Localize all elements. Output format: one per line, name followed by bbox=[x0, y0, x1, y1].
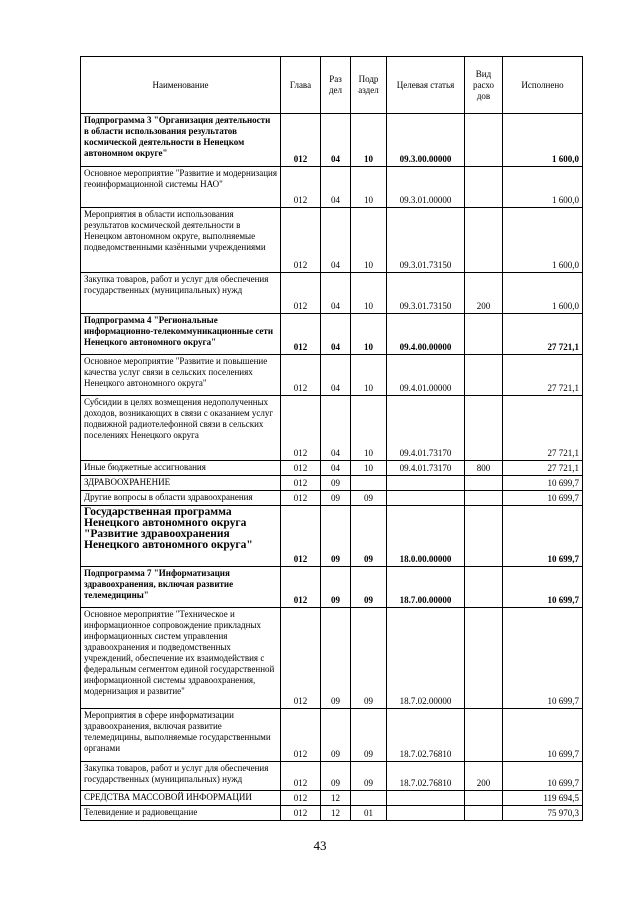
cell-subsection: 10 bbox=[351, 396, 387, 461]
cell-chapter: 012 bbox=[281, 762, 321, 791]
cell-chapter: 012 bbox=[281, 461, 321, 476]
cell-subsection: 10 bbox=[351, 114, 387, 167]
cell-executed: 27 721,1 bbox=[503, 314, 583, 355]
cell-section: 09 bbox=[321, 608, 351, 709]
cell-type bbox=[465, 114, 503, 167]
cell-name: Основное мероприятие "Развитие и повышение качества услуг связи в сельских поселениях Ненецкого автономного округа" bbox=[81, 355, 281, 396]
cell-target: 09.4.01.73170 bbox=[387, 461, 465, 476]
cell-target: 09.3.01.00000 bbox=[387, 167, 465, 208]
cell-chapter: 012 bbox=[281, 396, 321, 461]
table-row bbox=[81, 491, 583, 506]
cell-chapter: 012 bbox=[281, 273, 321, 314]
cell-executed: 10 699,7 bbox=[503, 608, 583, 709]
cell-chapter: 012 bbox=[281, 567, 321, 608]
cell-section: 04 bbox=[321, 208, 351, 273]
header-name: Наименование bbox=[81, 57, 281, 114]
table-row bbox=[81, 314, 583, 355]
cell-executed: 27 721,1 bbox=[503, 396, 583, 461]
cell-chapter: 012 bbox=[281, 208, 321, 273]
cell-section: 04 bbox=[321, 273, 351, 314]
cell-name: СРЕДСТВА МАССОВОЙ ИНФОРМАЦИИ bbox=[81, 791, 281, 806]
table-header-row bbox=[81, 57, 583, 114]
cell-name: Закупка товаров, работ и услуг для обеспечения государственных (муниципальных) нужд bbox=[81, 273, 281, 314]
cell-section: 04 bbox=[321, 114, 351, 167]
cell-name: Другие вопросы в области здравоохранения bbox=[81, 491, 281, 506]
cell-target: 18.7.02.00000 bbox=[387, 608, 465, 709]
cell-section: 09 bbox=[321, 476, 351, 491]
cell-target bbox=[387, 806, 465, 821]
page-number: 43 bbox=[313, 838, 327, 853]
cell-target: 09.3.00.00000 bbox=[387, 114, 465, 167]
cell-target: 18.0.00.00000 bbox=[387, 506, 465, 567]
table-row bbox=[81, 506, 583, 567]
cell-subsection: 10 bbox=[351, 273, 387, 314]
cell-type bbox=[465, 491, 503, 506]
cell-name: Закупка товаров, работ и услуг для обеспечения государственных (муниципальных) нужд bbox=[81, 762, 281, 791]
cell-target: 09.4.01.73170 bbox=[387, 396, 465, 461]
cell-subsection bbox=[351, 476, 387, 491]
table-row bbox=[81, 791, 583, 806]
cell-chapter: 012 bbox=[281, 791, 321, 806]
cell-subsection: 10 bbox=[351, 314, 387, 355]
cell-executed: 27 721,1 bbox=[503, 355, 583, 396]
cell-type bbox=[465, 791, 503, 806]
cell-subsection: 09 bbox=[351, 491, 387, 506]
table-row bbox=[81, 167, 583, 208]
cell-section: 09 bbox=[321, 506, 351, 567]
cell-chapter: 012 bbox=[281, 355, 321, 396]
table-row bbox=[81, 396, 583, 461]
table-row bbox=[81, 476, 583, 491]
cell-chapter: 012 bbox=[281, 114, 321, 167]
table-row bbox=[81, 709, 583, 762]
cell-type: 800 bbox=[465, 461, 503, 476]
cell-executed: 1 600,0 bbox=[503, 167, 583, 208]
cell-target: 09.4.01.00000 bbox=[387, 355, 465, 396]
cell-target: 09.4.00.00000 bbox=[387, 314, 465, 355]
table-body bbox=[81, 114, 583, 821]
cell-type bbox=[465, 806, 503, 821]
cell-chapter: 012 bbox=[281, 476, 321, 491]
table-row bbox=[81, 461, 583, 476]
cell-executed: 10 699,7 bbox=[503, 491, 583, 506]
cell-type bbox=[465, 355, 503, 396]
cell-target bbox=[387, 791, 465, 806]
table-row bbox=[81, 355, 583, 396]
cell-type bbox=[465, 396, 503, 461]
cell-target bbox=[387, 491, 465, 506]
cell-section: 12 bbox=[321, 806, 351, 821]
cell-type bbox=[465, 709, 503, 762]
table-row bbox=[81, 114, 583, 167]
cell-type: 200 bbox=[465, 273, 503, 314]
cell-section: 09 bbox=[321, 491, 351, 506]
table-row bbox=[81, 567, 583, 608]
cell-target bbox=[387, 476, 465, 491]
cell-subsection: 10 bbox=[351, 355, 387, 396]
cell-section: 09 bbox=[321, 762, 351, 791]
cell-name: Мероприятия в области использования результатов космической деятельности в Ненецком автономном округе, выполняемые подведомственными казёнными учреждениями bbox=[81, 208, 281, 273]
cell-type bbox=[465, 506, 503, 567]
cell-section: 04 bbox=[321, 167, 351, 208]
cell-subsection: 09 bbox=[351, 709, 387, 762]
table-row bbox=[81, 608, 583, 709]
header-executed: Исполнено bbox=[503, 57, 583, 114]
cell-target: 18.7.02.76810 bbox=[387, 709, 465, 762]
cell-type bbox=[465, 608, 503, 709]
cell-target: 18.7.02.76810 bbox=[387, 762, 465, 791]
cell-name: Подпрограмма 3 "Организация деятельности в области использования результатов космической деятельности в Ненецком автономном округе" bbox=[81, 114, 281, 167]
cell-target: 09.3.01.73150 bbox=[387, 273, 465, 314]
cell-target: 09.3.01.73150 bbox=[387, 208, 465, 273]
cell-subsection: 09 bbox=[351, 567, 387, 608]
table-row bbox=[81, 806, 583, 821]
cell-section: 04 bbox=[321, 396, 351, 461]
cell-name: ЗДРАВООХРАНЕНИЕ bbox=[81, 476, 281, 491]
header-expense-type: Вид расхо дов bbox=[465, 57, 503, 114]
cell-subsection: 09 bbox=[351, 608, 387, 709]
budget-execution-table bbox=[80, 56, 583, 821]
cell-executed: 1 600,0 bbox=[503, 273, 583, 314]
cell-type bbox=[465, 476, 503, 491]
cell-subsection: 10 bbox=[351, 461, 387, 476]
cell-type bbox=[465, 208, 503, 273]
cell-name: Подпрограмма 7 "Информатизация здравоохранения, включая развитие телемедицины" bbox=[81, 567, 281, 608]
cell-subsection: 01 bbox=[351, 806, 387, 821]
cell-executed: 10 699,7 bbox=[503, 506, 583, 567]
cell-type bbox=[465, 314, 503, 355]
cell-chapter: 012 bbox=[281, 506, 321, 567]
cell-section: 04 bbox=[321, 314, 351, 355]
cell-section: 09 bbox=[321, 567, 351, 608]
cell-section: 09 bbox=[321, 709, 351, 762]
cell-chapter: 012 bbox=[281, 314, 321, 355]
cell-type bbox=[465, 167, 503, 208]
cell-subsection bbox=[351, 791, 387, 806]
cell-target: 18.7.00.00000 bbox=[387, 567, 465, 608]
table-row bbox=[81, 762, 583, 791]
cell-chapter: 012 bbox=[281, 167, 321, 208]
cell-executed: 10 699,7 bbox=[503, 762, 583, 791]
header-section: Раз дел bbox=[321, 57, 351, 114]
header-target-article: Целевая статья bbox=[387, 57, 465, 114]
table-row bbox=[81, 208, 583, 273]
cell-executed: 75 970,3 bbox=[503, 806, 583, 821]
cell-subsection: 09 bbox=[351, 506, 387, 567]
cell-executed: 10 699,7 bbox=[503, 709, 583, 762]
cell-name: Субсидии в целях возмещения недополученных доходов, возникающих в связи с оказанием услуг подвижной радиотелефонной связи в сельских поселениях Ненецкого округа bbox=[81, 396, 281, 461]
cell-executed: 10 699,7 bbox=[503, 567, 583, 608]
cell-type: 200 bbox=[465, 762, 503, 791]
cell-executed: 1 600,0 bbox=[503, 114, 583, 167]
cell-subsection: 10 bbox=[351, 208, 387, 273]
cell-name: Государственная программа Ненецкого автономного округа "Развитие здравоохранения Ненецкого автономного округа" bbox=[81, 506, 281, 567]
cell-name: Телевидение и радиовещание bbox=[81, 806, 281, 821]
cell-section: 04 bbox=[321, 355, 351, 396]
cell-chapter: 012 bbox=[281, 608, 321, 709]
header-chapter: Глава bbox=[281, 57, 321, 114]
cell-name: Мероприятия в сфере информатизации здравоохранения, включая развитие телемедицины, выполняемые государственными органами bbox=[81, 709, 281, 762]
cell-executed: 27 721,1 bbox=[503, 461, 583, 476]
header-subsection: Подр аздел bbox=[351, 57, 387, 114]
cell-section: 12 bbox=[321, 791, 351, 806]
cell-name: Иные бюджетные ассигнования bbox=[81, 461, 281, 476]
table-row bbox=[81, 273, 583, 314]
cell-subsection: 09 bbox=[351, 762, 387, 791]
cell-name: Основное мероприятие "Техническое и информационное сопровождение прикладных информационных систем управления здравоохранения и подведомственных учреждений, обеспечение их взаимодействия с федеральным сегментом единой государственной информационной системы здравоохранения, модернизация и развитие" bbox=[81, 608, 281, 709]
cell-subsection: 10 bbox=[351, 167, 387, 208]
cell-name: Подпрограмма 4 "Региональные информационно-телекоммуникационные сети Ненецкого автономного округа" bbox=[81, 314, 281, 355]
cell-chapter: 012 bbox=[281, 806, 321, 821]
cell-section: 04 bbox=[321, 461, 351, 476]
cell-name: Основное мероприятие "Развитие и модернизация геоинформационной системы НАО" bbox=[81, 167, 281, 208]
cell-chapter: 012 bbox=[281, 491, 321, 506]
cell-executed: 1 600,0 bbox=[503, 208, 583, 273]
cell-type bbox=[465, 567, 503, 608]
cell-executed: 119 694,5 bbox=[503, 791, 583, 806]
cell-executed: 10 699,7 bbox=[503, 476, 583, 491]
cell-chapter: 012 bbox=[281, 709, 321, 762]
